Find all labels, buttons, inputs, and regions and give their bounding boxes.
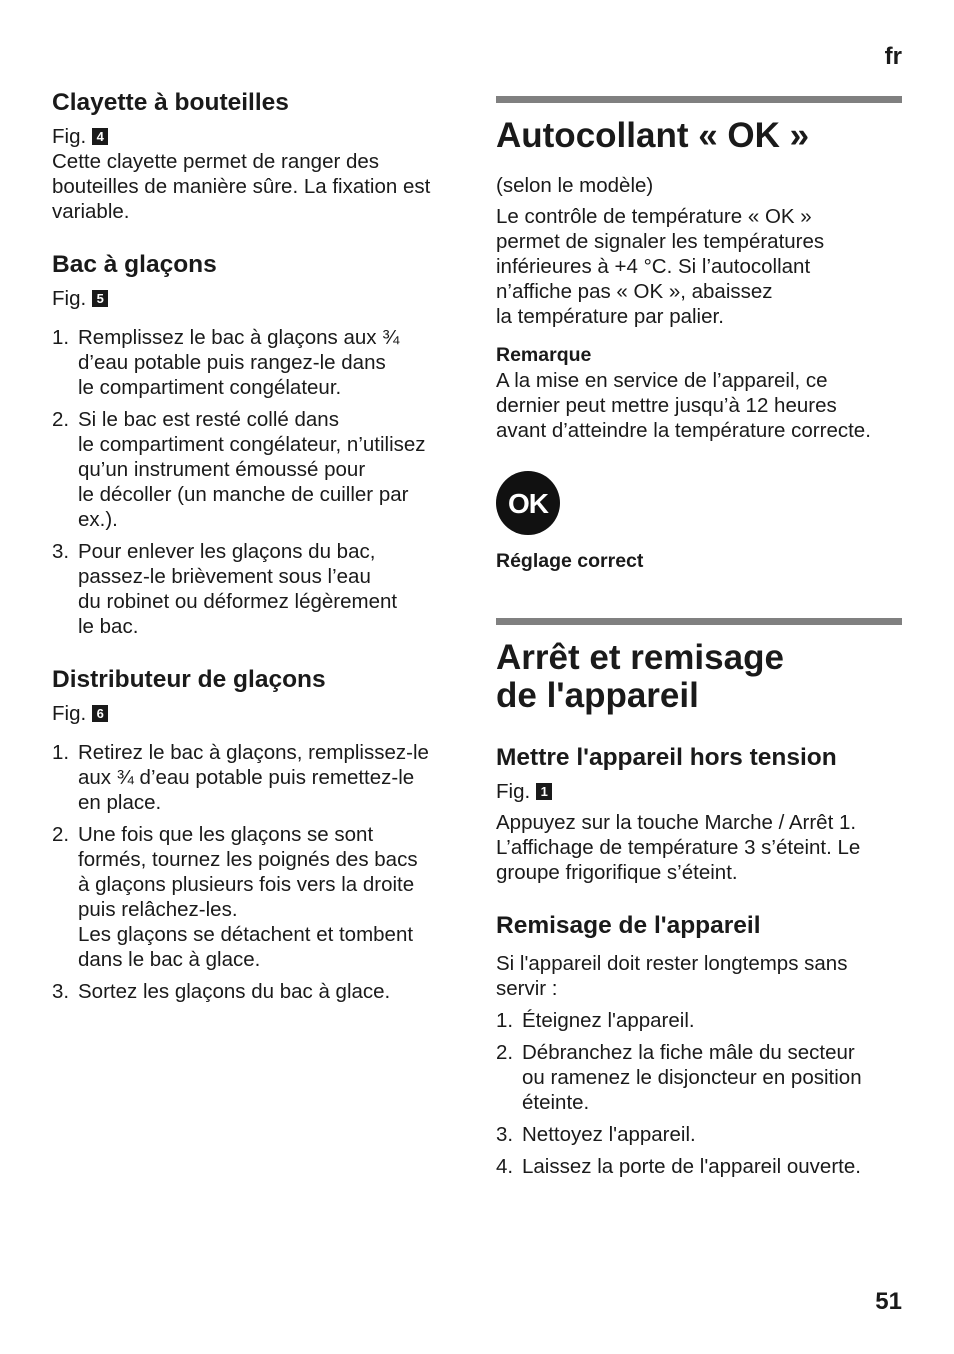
- hors-tension-text: [496, 810, 906, 885]
- step-number: 1.: [52, 326, 70, 349]
- step-text-line: puis relâchez-les.: [78, 898, 238, 921]
- bac-fig-ref: [52, 286, 108, 311]
- step-text-line: Nettoyez l'appareil.: [522, 1123, 696, 1146]
- fig-label: Fig.: [52, 287, 87, 310]
- text-line: de l'appareil: [496, 676, 699, 715]
- text-line: Appuyez sur la touche Marche / Arrêt 1.: [496, 811, 857, 834]
- hors-tension-fig-ref: [496, 779, 552, 804]
- language-tag: fr: [884, 43, 902, 70]
- step-number: 3.: [496, 1123, 514, 1146]
- arret-heading: [496, 639, 906, 715]
- step-text-line: le compartiment congélateur.: [78, 376, 342, 399]
- step-text-line: dans le bac à glace.: [78, 948, 261, 971]
- text-line: dernier peut mettre jusqu’à 12 heures: [496, 394, 837, 417]
- text-line: la température par palier.: [496, 305, 724, 328]
- text-line: inférieures à +4 °C. Si l’autocollant: [496, 255, 811, 278]
- step-text-line: Remplissez le bac à glaçons aux ¾: [78, 326, 400, 349]
- list-item: [52, 539, 457, 639]
- text-line: Si l'appareil doit rester longtemps sans: [496, 952, 848, 975]
- fig-label: Fig.: [52, 702, 87, 725]
- step-text-line: Retirez le bac à glaçons, remplissez-le: [78, 741, 429, 764]
- bac-heading: Bac à glaçons: [52, 251, 217, 278]
- step-text-line: Une fois que les glaçons se sont: [78, 823, 374, 846]
- fig-label: Fig.: [496, 780, 531, 803]
- text-line: n’affiche pas « OK », abaissez: [496, 280, 773, 303]
- step-text-line: en place.: [78, 791, 162, 814]
- step-text-line: Éteignez l'appareil.: [522, 1009, 695, 1032]
- list-item: [52, 740, 457, 815]
- step-text-line: le compartiment congélateur, n’utilisez: [78, 433, 426, 456]
- step-text-line: passez-le brièvement sous l’eau: [78, 565, 371, 588]
- distributeur-fig-ref: [52, 701, 108, 726]
- section-rule: [496, 96, 902, 103]
- remisage-heading: Remisage de l'appareil: [496, 912, 761, 939]
- step-text-line: Laissez la porte de l'appareil ouverte.: [522, 1155, 861, 1178]
- text-line: groupe frigorifique s’éteint.: [496, 861, 738, 884]
- step-text-line: qu’un instrument émoussé pour: [78, 458, 366, 481]
- step-text-line: Pour enlever les glaçons du bac,: [78, 540, 376, 563]
- distributeur-heading: Distributeur de glaçons: [52, 666, 326, 693]
- text-line: servir :: [496, 977, 558, 1000]
- step-number: 1.: [52, 741, 70, 764]
- list-item: [496, 1040, 906, 1115]
- fig-number-badge: 5: [92, 290, 108, 307]
- list-item: [496, 1122, 906, 1147]
- step-text-line: Débranchez la fiche mâle du secteur: [522, 1041, 855, 1064]
- text-line: A la mise en service de l’appareil, ce: [496, 369, 828, 392]
- step-text-line: formés, tournez les poignés des bacs: [78, 848, 418, 871]
- page-number: 51: [875, 1288, 902, 1315]
- list-item: [496, 1154, 906, 1179]
- step-text-line: le bac.: [78, 615, 139, 638]
- text-line: Arrêt et remisage: [496, 638, 784, 677]
- left-column: [52, 88, 457, 1004]
- text-line: L’affichage de température 3 s’éteint. Le: [496, 836, 861, 859]
- text-line: avant d’atteindre la température correcte.: [496, 419, 871, 442]
- right-column: [496, 96, 906, 1179]
- fig-label: Fig.: [52, 125, 87, 148]
- remisage-steps-list: [496, 1008, 906, 1179]
- text-line: permet de signaler les températures: [496, 230, 825, 253]
- list-item: [52, 822, 457, 972]
- step-text-line: aux ¾ d’eau potable puis remettez-le: [78, 766, 415, 789]
- step-text-line: du robinet ou déformez légèrement: [78, 590, 398, 613]
- step-number: 3.: [52, 980, 70, 1003]
- autocollant-text: [496, 204, 906, 329]
- step-text-line: le décoller (un manche de cuiller par: [78, 483, 409, 506]
- fig-number-badge: 4: [92, 128, 108, 145]
- step-number: 3.: [52, 540, 70, 563]
- list-item: [52, 979, 457, 1004]
- fig-number-badge: 6: [92, 705, 108, 722]
- step-number: 1.: [496, 1009, 514, 1032]
- fig-number-badge: 1: [536, 783, 552, 800]
- step-text-line: ou ramenez le disjoncteur en position: [522, 1066, 862, 1089]
- distributeur-steps-list: [52, 740, 457, 1004]
- step-text-line: ex.).: [78, 508, 118, 531]
- ok-caption: Réglage correct: [496, 550, 644, 572]
- list-item: [52, 325, 457, 400]
- ok-sticker-icon: OK: [496, 471, 560, 535]
- clayette-text: Cette clayette permet de ranger des bouteilles de manière sûre. La fixation est variable.: [52, 150, 431, 223]
- step-number: 4.: [496, 1155, 514, 1178]
- autocollant-subtitle: (selon le modèle): [496, 174, 654, 197]
- step-number: 2.: [52, 408, 70, 431]
- step-number: 2.: [496, 1041, 514, 1064]
- step-number: 2.: [52, 823, 70, 846]
- clayette-fig-ref: [52, 124, 108, 149]
- autocollant-heading: Autocollant « OK »: [496, 116, 810, 155]
- note-text: [496, 368, 906, 443]
- text-line: Le contrôle de température « OK »: [496, 205, 812, 228]
- hors-tension-heading: Mettre l'appareil hors tension: [496, 744, 837, 771]
- step-text-line: à glaçons plusieurs fois vers la droite: [78, 873, 415, 896]
- clayette-heading: Clayette à bouteilles: [52, 89, 289, 116]
- remisage-intro: [496, 951, 906, 1001]
- step-text-line: éteinte.: [522, 1091, 590, 1114]
- list-item: [496, 1008, 906, 1033]
- step-text-line: Si le bac est resté collé dans: [78, 408, 339, 431]
- step-text-line: Sortez les glaçons du bac à glace.: [78, 980, 391, 1003]
- note-heading: Remarque: [496, 344, 592, 366]
- step-text-line: d’eau potable puis rangez-le dans: [78, 351, 386, 374]
- bac-steps-list: [52, 325, 457, 639]
- step-text-line: Les glaçons se détachent et tombent: [78, 923, 414, 946]
- section-rule: [496, 618, 902, 625]
- list-item: [52, 407, 457, 532]
